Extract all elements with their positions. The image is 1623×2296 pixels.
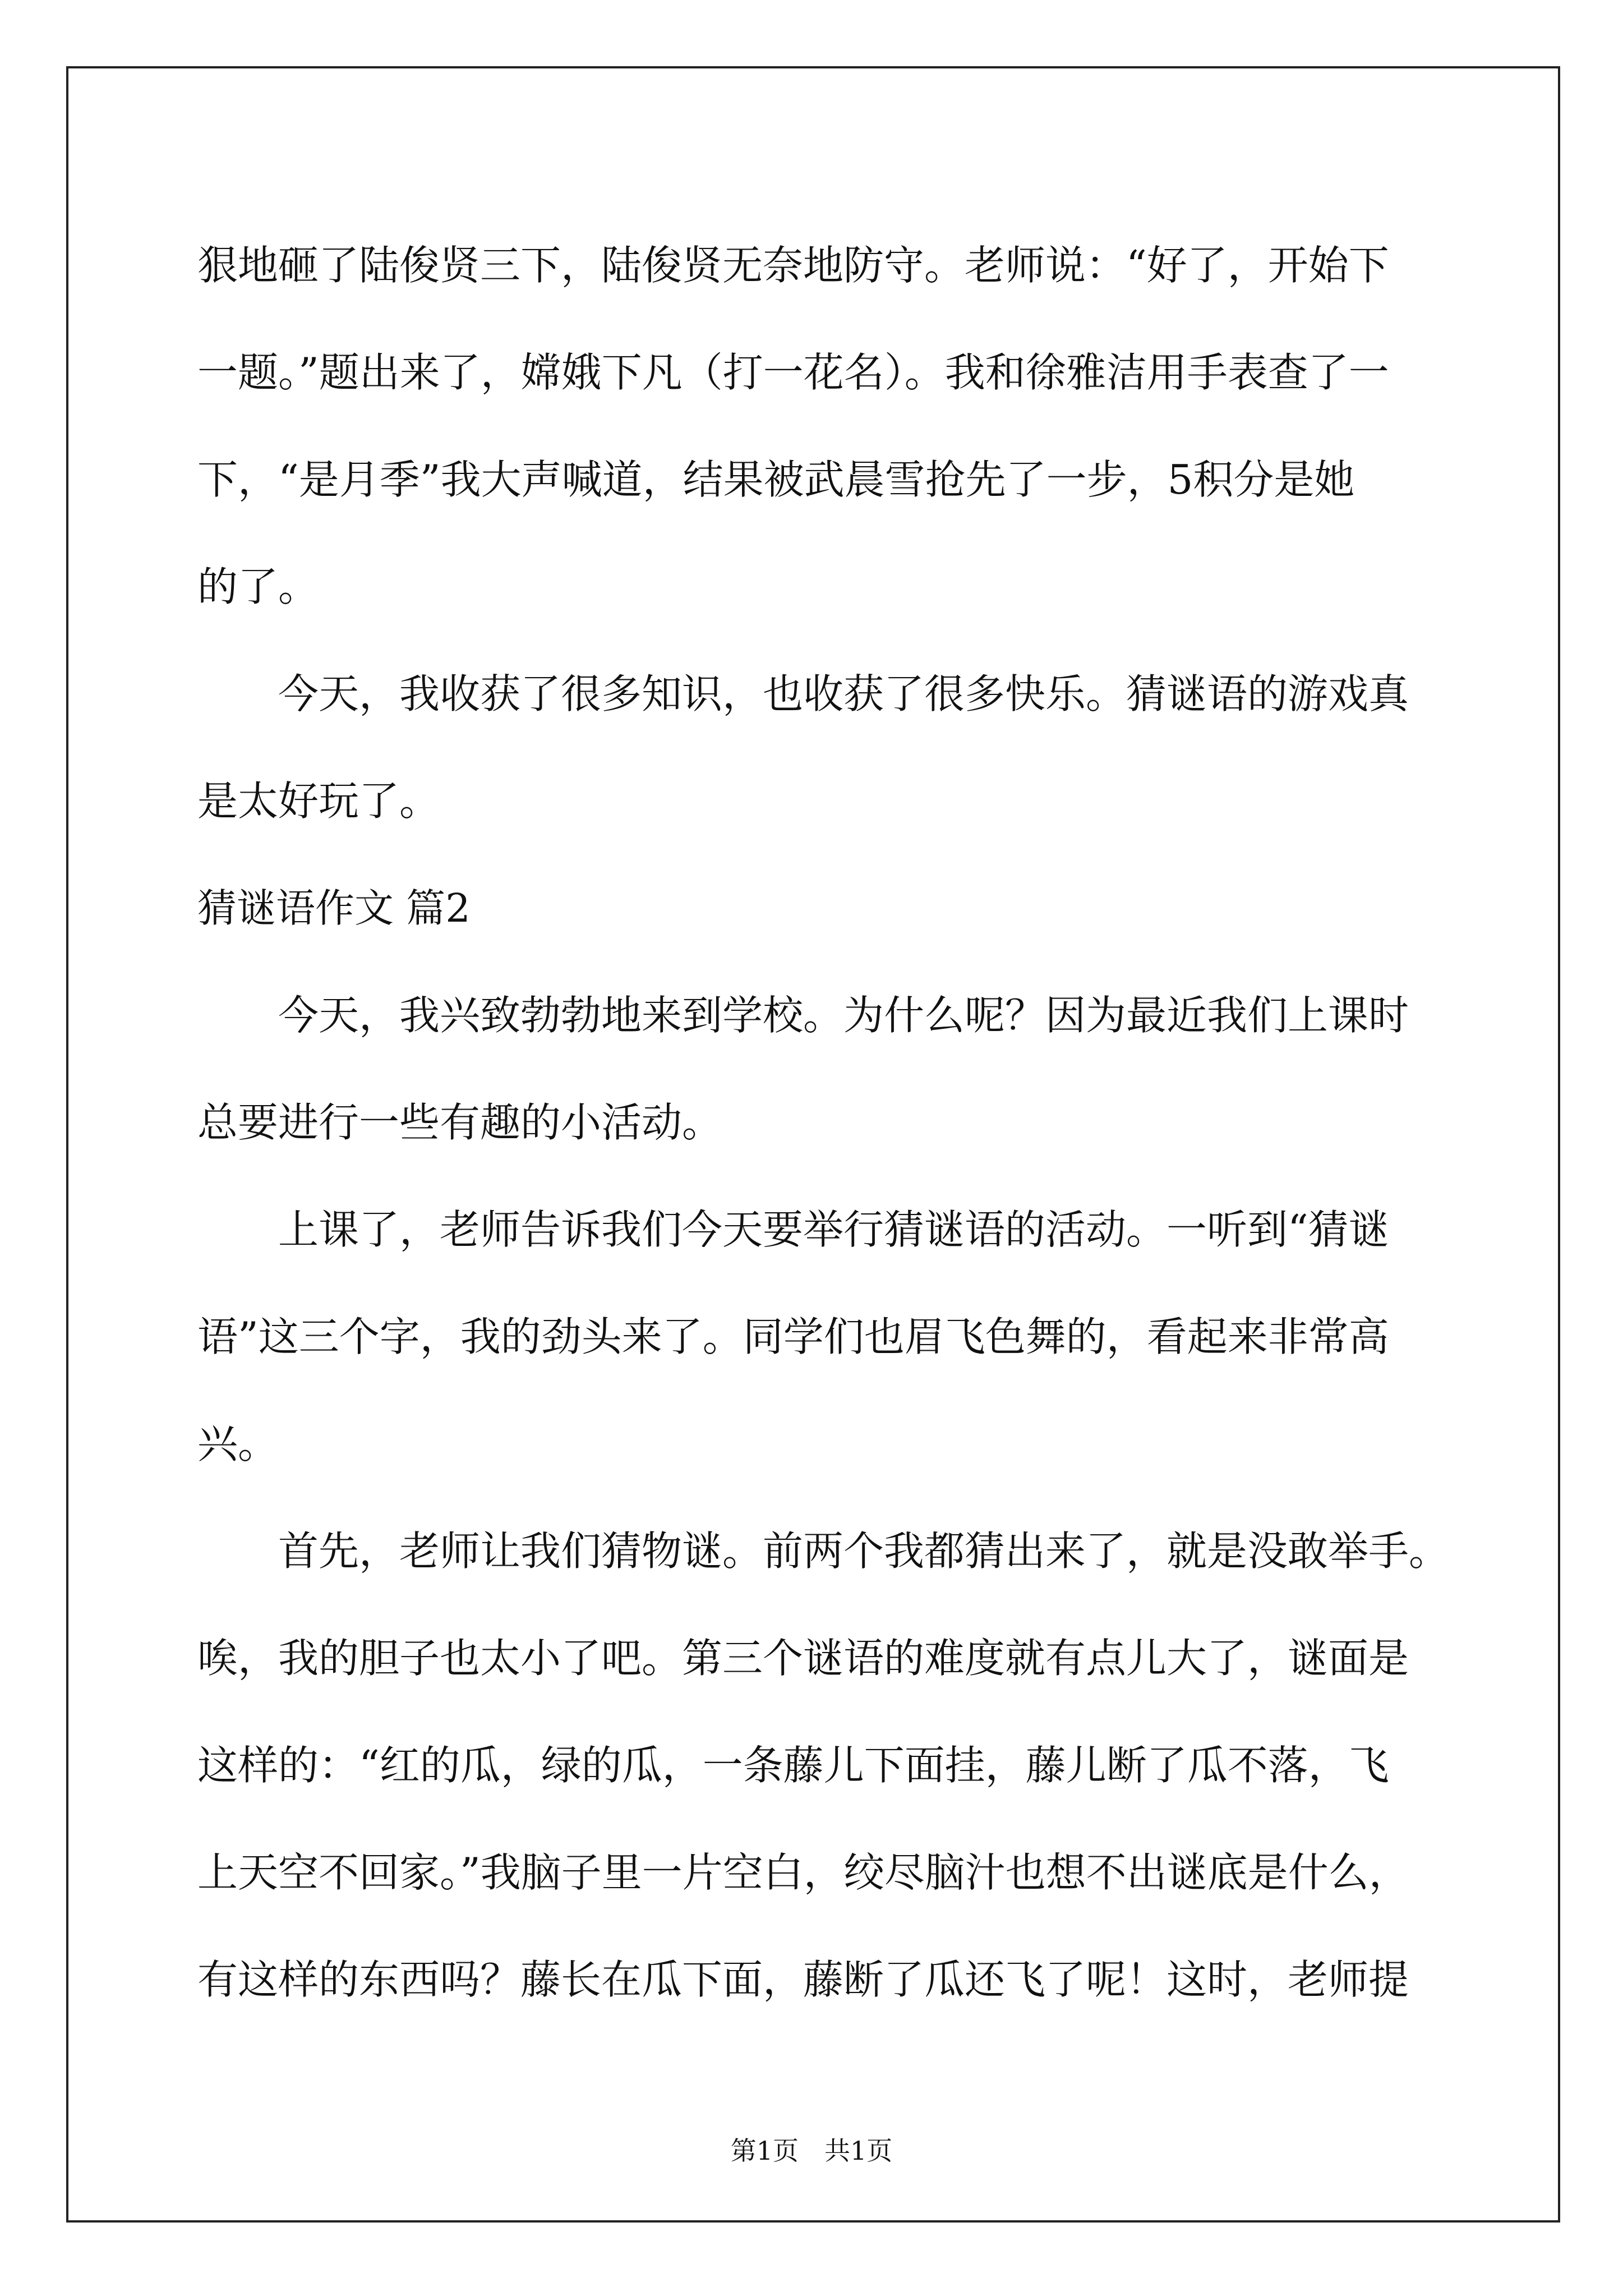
text-line: 有这样的东西吗？藤长在瓜下面，藤断了瓜还飞了呢！这时，老师提 [197, 1956, 1409, 2003]
text-line: 总要进行一些有趣的小活动。 [197, 1099, 723, 1146]
paragraph-3 [197, 962, 1459, 1176]
paragraph-1 [197, 212, 1459, 641]
text-line: 语”这三个字，我的劲头来了。同学们也眉飞色舞的，看起来非常高 [197, 1313, 1389, 1360]
section-heading: 猜谜语作文 篇2 [197, 885, 471, 931]
document-body [197, 212, 1459, 2033]
page-number-footer: 第1页 共1页 [730, 2136, 893, 2166]
text-line: 上天空不回家。”我脑子里一片空白，绞尽脑汁也想不出谜底是什么， [197, 1849, 1409, 1896]
text-line: 上课了，老师告诉我们今天要举行猜谜语的活动。一听到“猜谜 [278, 1206, 1389, 1253]
text-line: 的了。 [197, 563, 319, 610]
text-line: 今天，我兴致勃勃地来到学校。为什么呢？因为最近我们上课时 [278, 992, 1409, 1039]
text-line: 是太好玩了。 [197, 777, 440, 825]
text-line: 这样的：“红的瓜，绿的瓜，一条藤儿下面挂，藤儿断了瓜不落，飞 [197, 1742, 1389, 1789]
text-line: 首先，老师让我们猜物谜。前两个我都猜出来了，就是没敢举手。 [278, 1527, 1450, 1575]
paragraph-4 [197, 1176, 1459, 1498]
paragraph-2 [197, 641, 1459, 855]
text-line: 一题。”题出来了，嫦娥下凡（打一花名）。我和徐雅洁用手表查了一 [197, 349, 1389, 396]
text-line: 下，“是月季”我大声喊道，结果被武晨雪抢先了一步，5积分是她 [197, 456, 1355, 503]
text-line: 唉，我的胆子也太小了吧。第三个谜语的难度就有点儿大了，谜面是 [197, 1635, 1409, 1682]
text-line: 狠地砸了陆俊贤三下，陆俊贤无奈地防守。老师说：“好了，开始下 [197, 242, 1389, 289]
text-line: 兴。 [197, 1420, 279, 1467]
paragraph-5 [197, 1498, 1459, 2033]
text-line: 今天，我收获了很多知识，也收获了很多快乐。猜谜语的游戏真 [278, 670, 1409, 717]
